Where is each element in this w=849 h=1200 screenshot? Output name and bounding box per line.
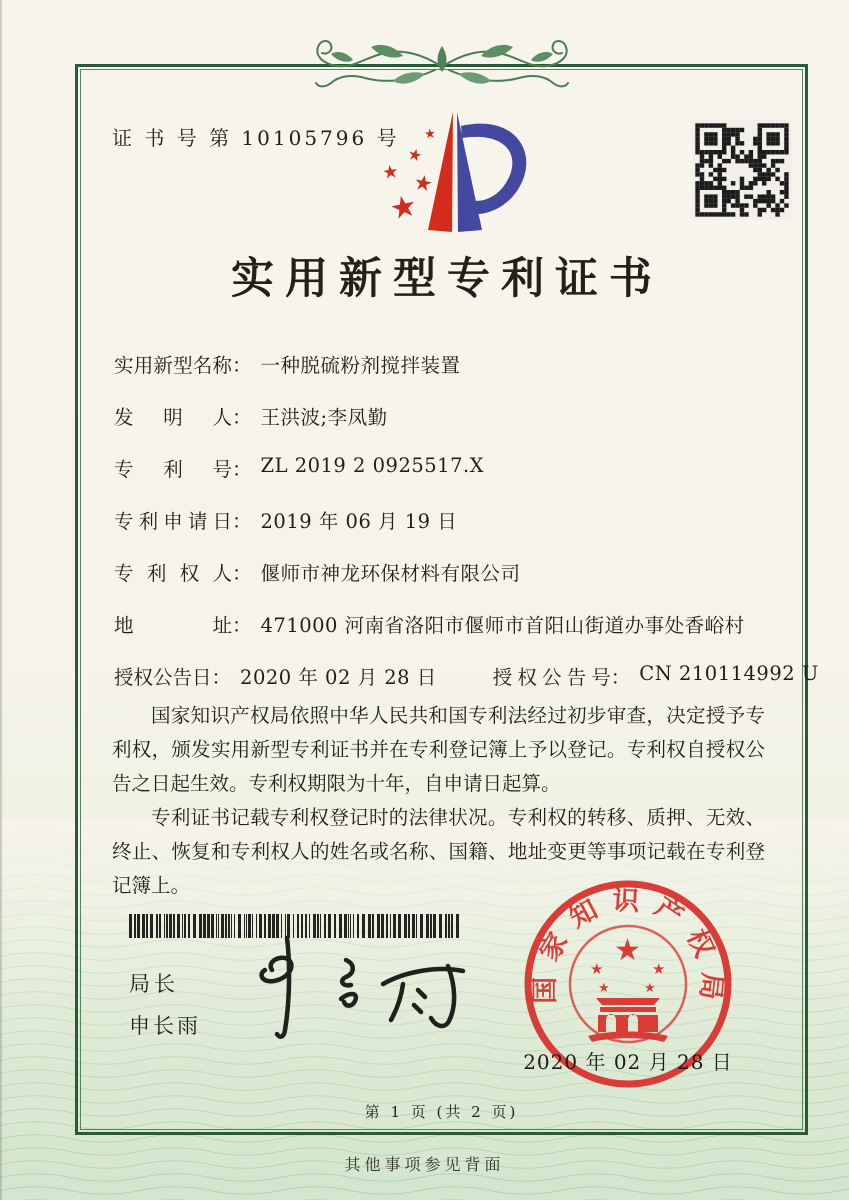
field-value-patent-number: ZL 2019 2 0925517.X — [260, 454, 485, 477]
field-label: 授权公告号 — [492, 666, 611, 689]
commissioner-title: 局长 — [129, 972, 179, 996]
legal-paragraph-1: 国家知识产权局依照中华人民共和国专利法经过初步审查，决定授予专利权，颁发实用新型专利证书并在专利登记簿上予以登记。专利权自授权公告之日起生效。专利权期限为十年，自申请日起算。 — [112, 704, 765, 795]
field-colon: ： — [232, 562, 252, 585]
field-row-inventor — [114, 402, 774, 428]
back-side-note: 其他事项参见背面 — [344, 1155, 505, 1174]
logo-blue-bowl — [461, 124, 526, 214]
commissioner-name: 申长雨 — [129, 1014, 201, 1038]
svg-text:★: ★ — [386, 187, 421, 228]
field-label: 实用新型名称 — [114, 354, 232, 377]
field-colon: ： — [232, 614, 252, 637]
field-row-address — [114, 610, 774, 636]
field-label: 专利号 — [114, 458, 232, 481]
field-label: 专利申请日 — [114, 510, 232, 533]
page-number: 第 1 页 (共 2 页) — [364, 1103, 519, 1121]
legal-paragraph-2: 专利证书记载专利权登记时的法律状况。专利权的转移、质押、无效、终止、恢复和专利权人的姓名或名称、国籍、地址变更等事项记载在专利登记簿上。 — [112, 806, 765, 897]
svg-text:★: ★ — [423, 126, 437, 143]
field-row-patentee — [114, 558, 774, 584]
legal-text — [112, 699, 765, 903]
field-row-name — [114, 350, 774, 376]
seal-date: 2020 年 02 月 28 日 — [523, 1050, 733, 1074]
field-colon: ： — [610, 666, 631, 689]
certificate-number: 证 书 号 第 10105796 号 — [112, 126, 400, 150]
field-value-grant-date: 2020 年 02 月 28 日 — [240, 666, 437, 689]
svg-text:★: ★ — [590, 960, 604, 978]
field-label: 发明人 — [114, 406, 232, 429]
field-value-grant-number: CN 210114992 U — [639, 662, 819, 685]
field-colon: ： — [211, 666, 232, 689]
field-row-patent-number — [114, 454, 774, 480]
svg-text:★: ★ — [405, 143, 425, 166]
field-colon: ： — [232, 354, 252, 377]
scan-edge-shadow — [0, 0, 3, 1200]
cnipa-logo — [368, 108, 536, 240]
certificate-title: 实用新型专利证书 — [231, 254, 663, 304]
field-value-utility-model-name: 一种脱硫粉剂搅拌装置 — [260, 354, 461, 377]
field-row-grant — [114, 662, 819, 689]
seal-ring-text: 国家知识产权局 — [529, 884, 728, 1015]
svg-text:★: ★ — [652, 960, 666, 978]
seal-national-emblem — [570, 926, 686, 1042]
svg-text:★: ★ — [411, 169, 435, 197]
svg-text:★: ★ — [380, 160, 400, 184]
certificate-fields — [114, 350, 819, 714]
logo-stars — [381, 126, 437, 227]
field-colon: ： — [232, 458, 252, 481]
field-value-inventors: 王洪波;李凤勤 — [260, 406, 388, 429]
qr-code — [692, 120, 792, 220]
field-label: 专利权人 — [114, 562, 232, 585]
field-colon: ： — [232, 510, 252, 533]
svg-text:★: ★ — [614, 933, 641, 968]
svg-text:★: ★ — [644, 981, 656, 996]
field-value-address: 471000 河南省洛阳市偃师市首阳山街道办事处香峪村 — [260, 614, 745, 637]
commissioner-signature — [242, 930, 477, 1048]
field-row-filing-date — [114, 506, 774, 532]
svg-text:★: ★ — [598, 981, 610, 996]
field-label: 地址 — [114, 614, 232, 637]
field-pair-grant-number — [493, 662, 819, 690]
floral-ornament — [283, 34, 601, 100]
field-colon: ： — [232, 406, 252, 429]
field-value-patentee: 偃师市神龙环保材料有限公司 — [260, 562, 521, 585]
field-value-filing-date: 2019 年 06 月 19 日 — [260, 510, 458, 533]
field-label: 授权公告日 — [114, 666, 212, 689]
